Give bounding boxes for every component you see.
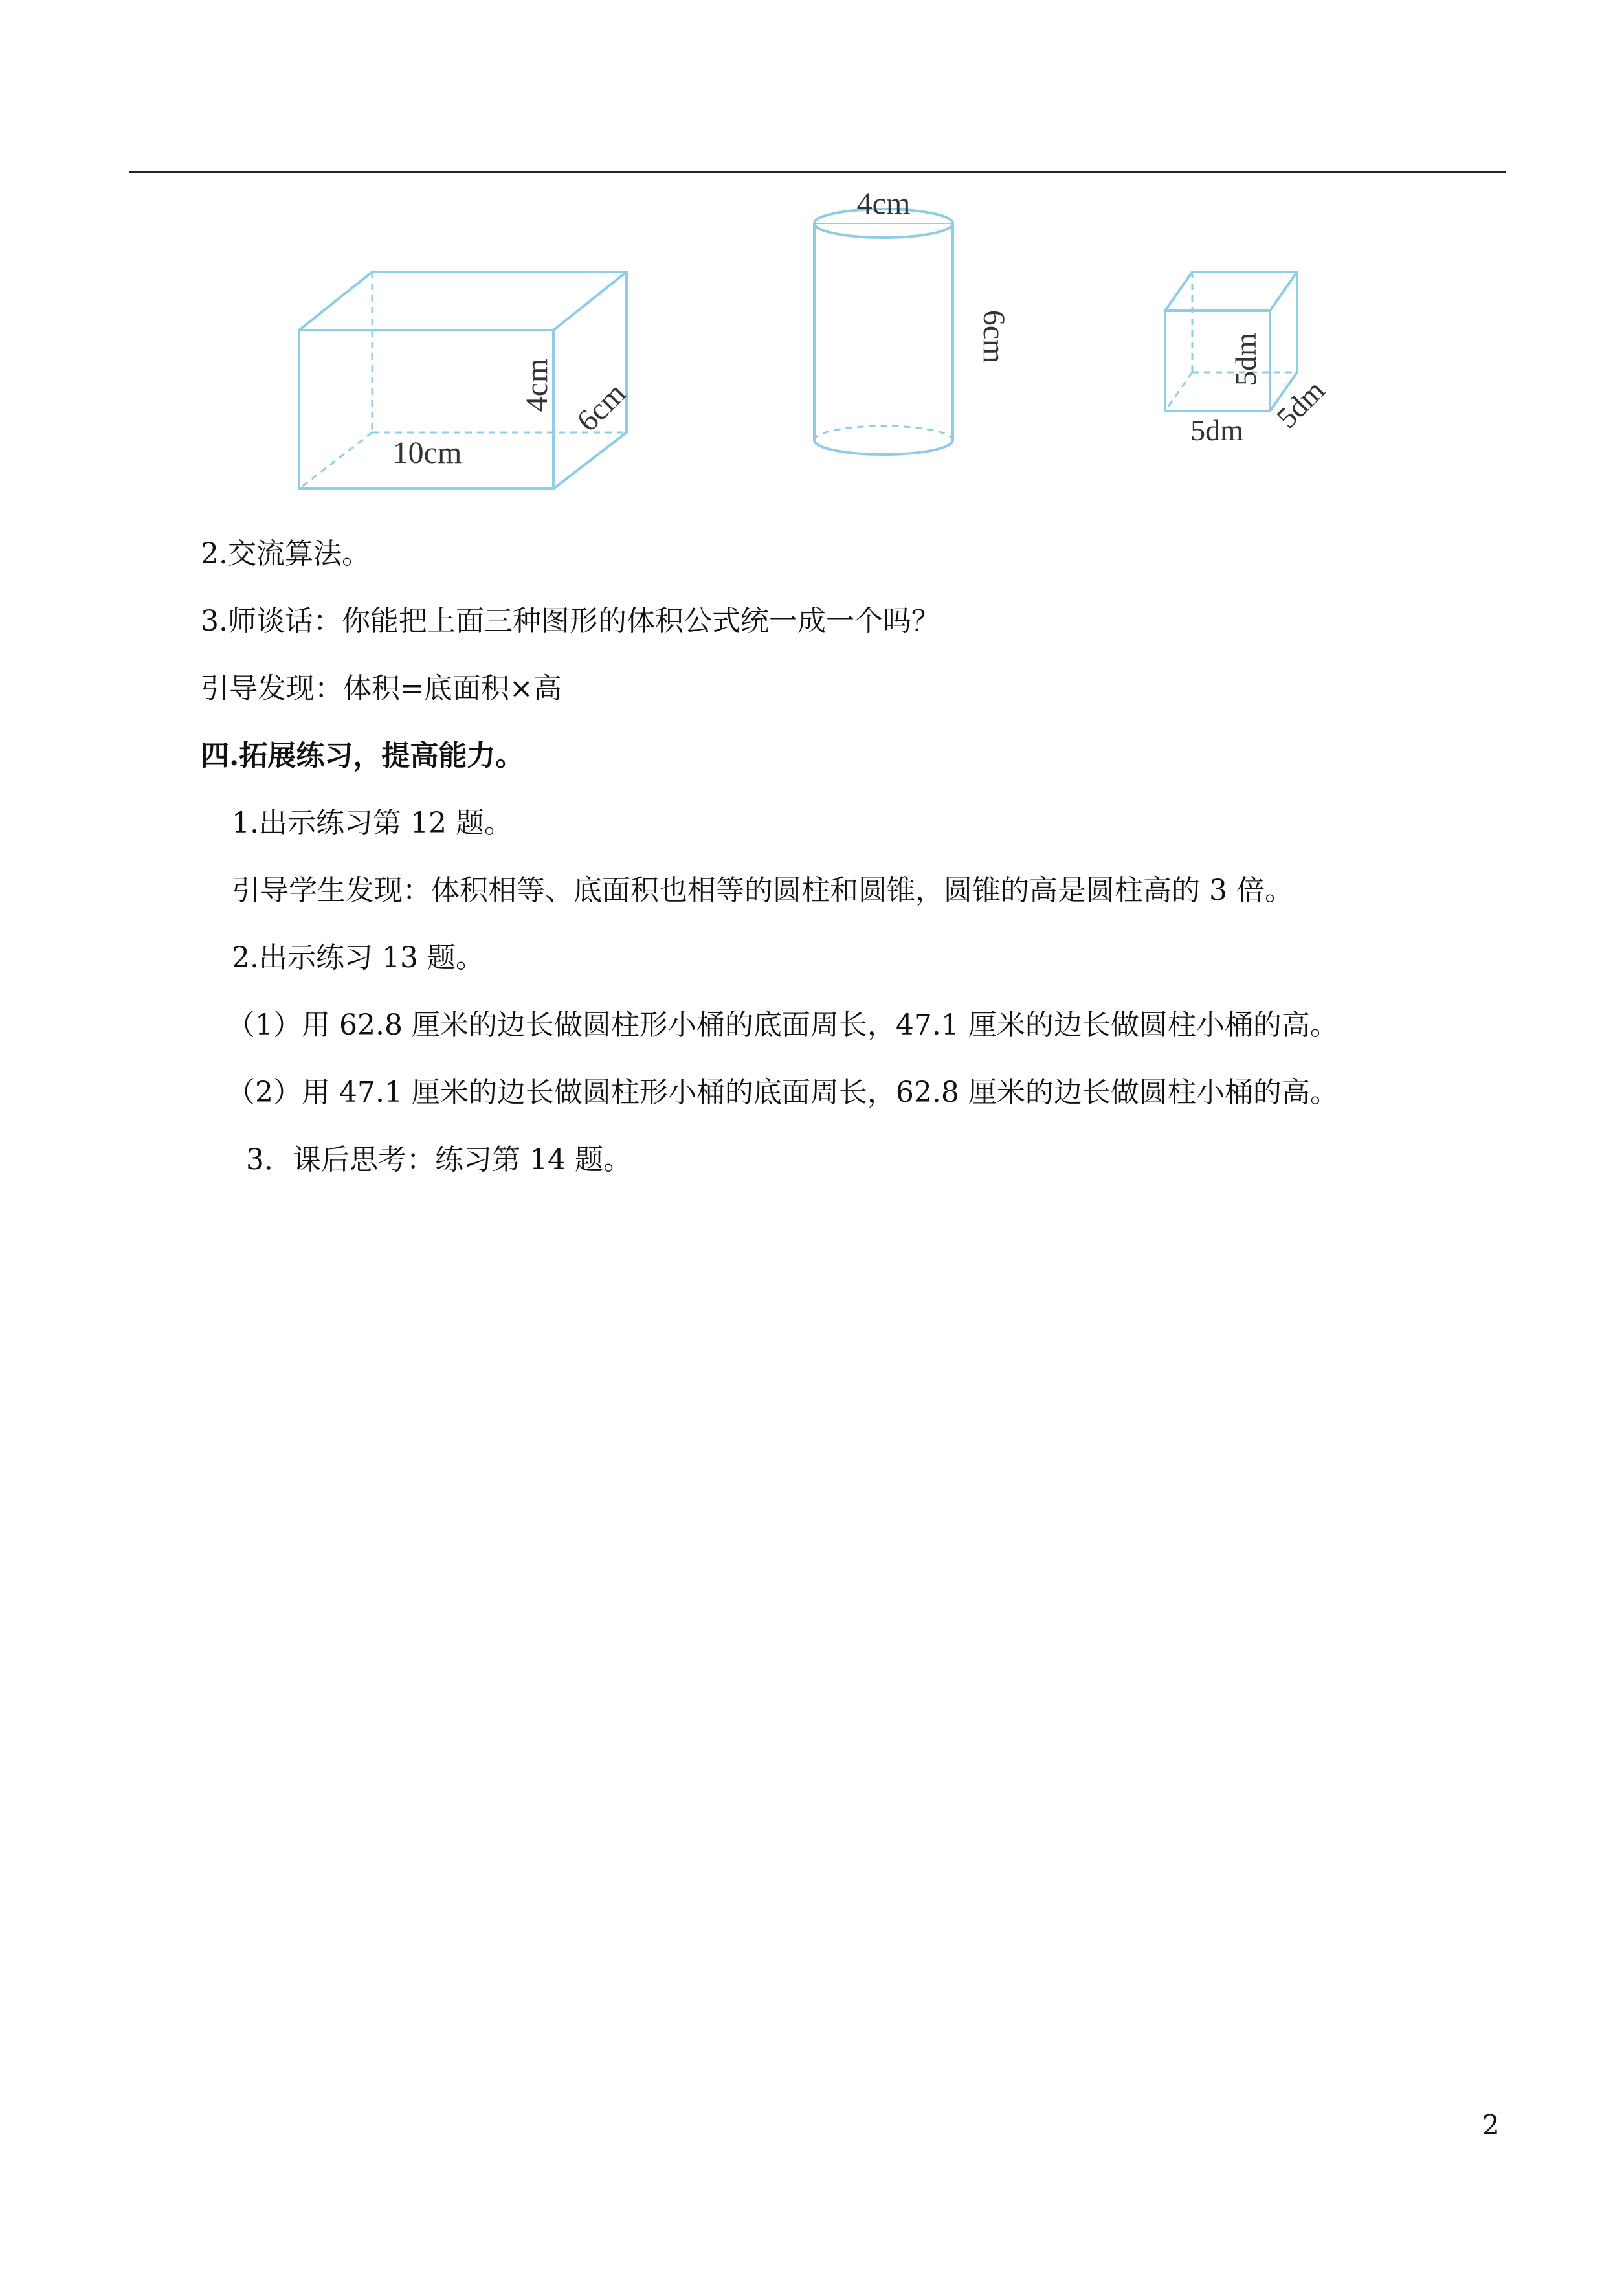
cuboid-height-label: 4cm <box>520 358 554 412</box>
header-rule <box>129 171 1506 173</box>
text-line: （1）用 62.8 厘米的边长做圆柱形小桶的底面周长，47.1 厘米的边长做圆柱小桶的高。 <box>227 1009 1339 1042</box>
text-line: 2.交流算法。 <box>201 537 370 570</box>
text-line: 2.出示练习 13 题。 <box>232 941 484 974</box>
cube-figure <box>1165 272 1331 447</box>
cylinder-diameter-label: 4cm <box>856 188 911 221</box>
page-number: 2 <box>1482 2109 1500 2141</box>
cuboid-length-label: 10cm <box>392 436 462 470</box>
section-heading: 四.拓展练习，提高能力。 <box>201 739 524 772</box>
text-line: 引导发现：体积=底面积×高 <box>201 672 562 705</box>
text-line: 引导学生发现：体积相等、底面积也相等的圆柱和圆锥，圆锥的高是圆柱高的 3 倍。 <box>232 874 1293 907</box>
cube-height-label: 5dm <box>1229 333 1262 386</box>
cuboid-figure <box>299 272 632 489</box>
cube-width-label: 5dm <box>1270 374 1331 434</box>
cube-length-label: 5dm <box>1190 414 1243 447</box>
cuboid-width-label: 6cm <box>570 376 632 438</box>
text-line: 3.师谈话：你能把上面三种图形的体积公式统一成一个吗？ <box>201 605 940 638</box>
text-line: （2）用 47.1 厘米的边长做圆柱形小桶的底面周长，62.8 厘米的边长做圆柱小桶的高。 <box>227 1076 1339 1109</box>
cylinder-height-label: 6cm <box>977 309 1011 364</box>
text-line: 1.出示练习第 12 题。 <box>232 807 513 840</box>
solid-figures <box>0 188 1624 492</box>
cylinder-figure <box>814 188 1011 454</box>
text-line: 3．课后思考：练习第 14 题。 <box>246 1143 632 1176</box>
